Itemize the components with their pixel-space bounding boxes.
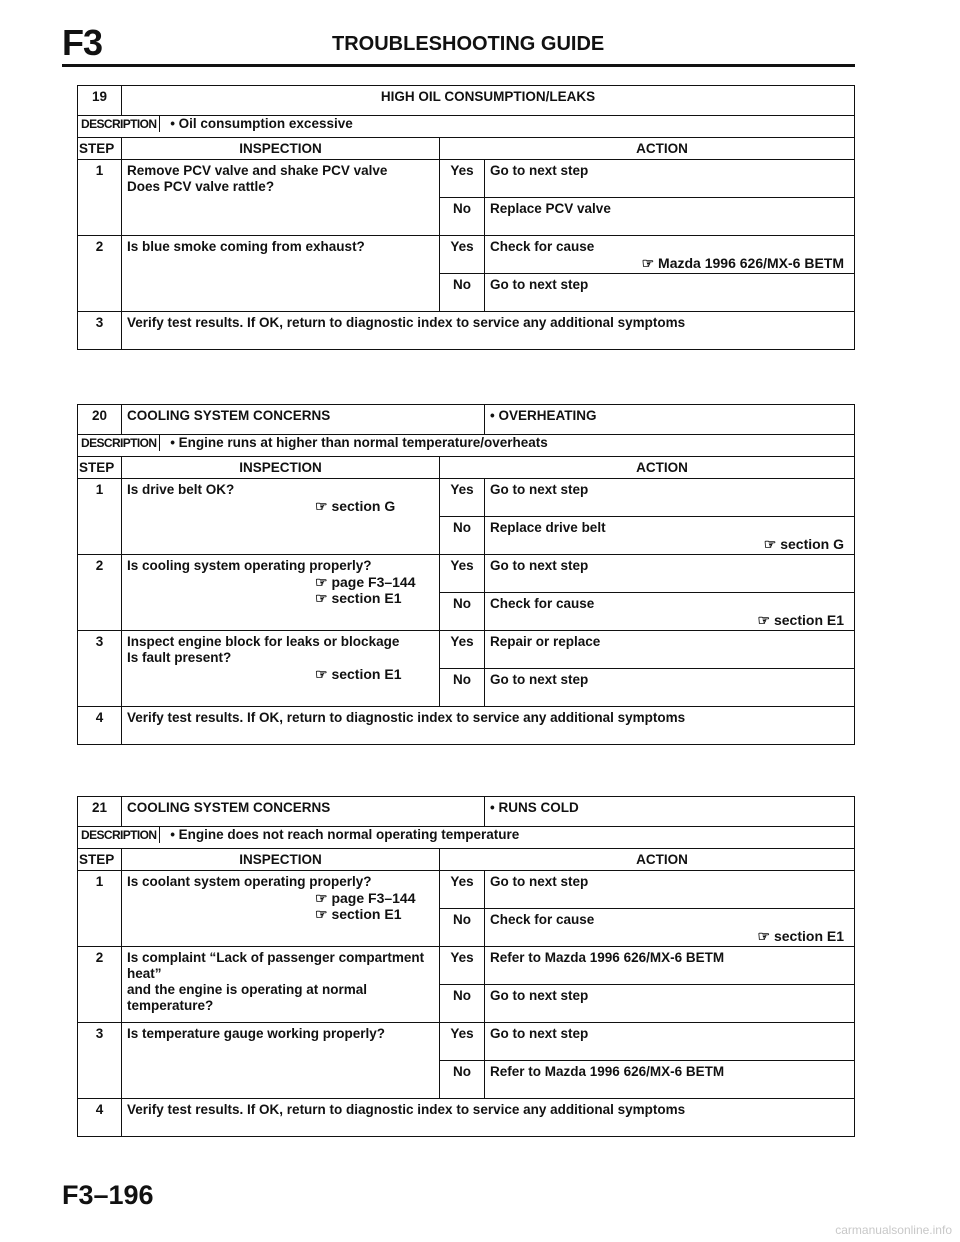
troubleshooting-table-21 [77,796,855,1137]
reference-text: section G [780,536,845,552]
yes-action: Repair or replace [485,631,855,669]
reference-icon: ☞ [315,574,328,590]
yes-label: Yes [440,631,485,669]
inspection-cell [122,947,440,1023]
reference-link [490,928,854,944]
inspection-line: Is fault present? [127,650,232,665]
description-label: DESCRIPTION [78,827,160,843]
table-number: 21 [78,797,122,827]
step-number: 2 [78,236,122,312]
reference-link [490,612,854,628]
inspection-header: INSPECTION [122,849,440,871]
description-text: • Engine runs at higher than normal temperature/overheats [164,435,548,450]
reference-icon: ☞ [315,498,328,514]
step-number: 4 [78,1099,122,1137]
reference-icon: ☞ [641,255,655,271]
reference-text: page F3–144 [331,574,416,590]
reference-icon: ☞ [757,928,771,944]
no-action [485,517,855,555]
step-header: STEP [78,457,122,479]
no-label: No [440,909,485,947]
no-label: No [440,669,485,707]
inspection-cell [122,479,440,555]
no-action [485,909,855,947]
action-header: ACTION [440,138,855,160]
reference-text: section E1 [773,928,845,944]
reference-text: section E1 [331,666,402,682]
reference-text: section E1 [331,906,402,922]
table-title: COOLING SYSTEM CONCERNS [122,797,485,827]
table-title: COOLING SYSTEM CONCERNS [122,405,485,435]
inspection-cell [122,160,440,236]
inspection-line: Is temperature gauge working properly? [127,1026,386,1041]
inspection-header: INSPECTION [122,138,440,160]
step-number: 1 [78,160,122,236]
inspection-line: Is cooling system operating properly? [127,558,372,573]
no-action: Replace PCV valve [485,198,855,236]
inspection-cell [122,236,440,312]
reference-text: Mazda 1996 626/MX-6 BETM [658,255,845,271]
action-text: Check for cause [490,912,595,927]
no-action [485,593,855,631]
reference-link [127,666,439,682]
reference-icon: ☞ [757,612,771,628]
no-label: No [440,198,485,236]
troubleshooting-table-20 [77,404,855,745]
header-divider [62,64,855,67]
action-text: Check for cause [490,239,595,254]
step-number: 3 [78,1023,122,1099]
watermark: carmanualsonline.info [835,1223,952,1237]
page-number: F3–196 [62,1180,154,1210]
no-action: Go to next step [485,985,855,1023]
description-row [78,116,855,138]
reference-link [490,255,854,271]
no-action: Go to next step [485,274,855,312]
step-number: 2 [78,947,122,1023]
no-label: No [440,517,485,555]
step-number: 2 [78,555,122,631]
step-number: 1 [78,479,122,555]
reference-text: section G [331,498,396,514]
yes-action: Go to next step [485,555,855,593]
step-number: 3 [78,312,122,350]
yes-action: Go to next step [485,871,855,909]
no-label: No [440,1061,485,1099]
inspection-cell: Verify test results. If OK, return to diagnostic index to service any additional symptoms [122,1099,855,1137]
reference-link [127,498,439,514]
action-text: Check for cause [490,596,595,611]
reference-icon: ☞ [315,666,328,682]
yes-action: Go to next step [485,1023,855,1061]
yes-action: Go to next step [485,160,855,198]
reference-text: page F3–144 [331,890,416,906]
inspection-line: Remove PCV valve and shake PCV valve [127,163,388,178]
reference-text: section E1 [331,590,402,606]
table-subtitle: • RUNS COLD [485,797,855,827]
yes-label: Yes [440,236,485,274]
description-row [78,827,855,849]
no-label: No [440,985,485,1023]
yes-action: Refer to Mazda 1996 626/MX-6 BETM [485,947,855,985]
action-header: ACTION [440,849,855,871]
yes-action: Go to next step [485,479,855,517]
inspection-line: Is coolant system operating properly? [127,874,372,889]
yes-label: Yes [440,479,485,517]
inspection-cell [122,1023,440,1099]
table-number: 19 [78,86,122,116]
reference-icon: ☞ [315,590,328,606]
table-title: HIGH OIL CONSUMPTION/LEAKS [122,86,855,116]
no-action: Go to next step [485,669,855,707]
no-action: Refer to Mazda 1996 626/MX-6 BETM [485,1061,855,1099]
table-number: 20 [78,405,122,435]
reference-link [127,590,439,606]
yes-action [485,236,855,274]
reference-link [127,890,439,906]
description-label: DESCRIPTION [78,116,160,132]
troubleshooting-table-19 [77,85,855,350]
table-subtitle: • OVERHEATING [485,405,855,435]
reference-icon: ☞ [315,906,328,922]
reference-text: section E1 [773,612,845,628]
step-number: 4 [78,707,122,745]
inspection-line: Is drive belt OK? [127,482,235,497]
inspection-line: Inspect engine block for leaks or blockage [127,634,400,649]
reference-icon: ☞ [763,536,777,552]
action-text: Replace drive belt [490,520,606,535]
inspection-header: INSPECTION [122,457,440,479]
inspection-cell [122,871,440,947]
action-header: ACTION [440,457,855,479]
reference-link [127,574,439,590]
inspection-line: Is complaint “Lack of passenger compartment heat” [127,950,425,981]
description-text: • Engine does not reach normal operating temperature [164,827,519,842]
yes-label: Yes [440,871,485,909]
reference-link [490,536,854,552]
yes-label: Yes [440,160,485,198]
no-label: No [440,274,485,312]
description-label: DESCRIPTION [78,435,160,451]
no-label: No [440,593,485,631]
step-number: 1 [78,871,122,947]
page-title: TROUBLESHOOTING GUIDE [332,33,605,55]
inspection-cell [122,555,440,631]
description-row [78,435,855,457]
step-header: STEP [78,138,122,160]
yes-label: Yes [440,1023,485,1061]
inspection-line: Does PCV valve rattle? [127,179,275,194]
reference-link [127,906,439,922]
inspection-cell: Verify test results. If OK, return to diagnostic index to service any additional symptoms [122,312,855,350]
inspection-cell [122,631,440,707]
section-code: F3 [62,22,103,63]
reference-icon: ☞ [315,890,328,906]
yes-label: Yes [440,947,485,985]
yes-label: Yes [440,555,485,593]
step-header: STEP [78,849,122,871]
inspection-line: and the engine is operating at normal temperature? [127,982,368,1013]
inspection-line: Is blue smoke coming from exhaust? [127,239,365,254]
step-number: 3 [78,631,122,707]
inspection-cell: Verify test results. If OK, return to diagnostic index to service any additional symptoms [122,707,855,745]
description-text: • Oil consumption excessive [164,116,353,131]
